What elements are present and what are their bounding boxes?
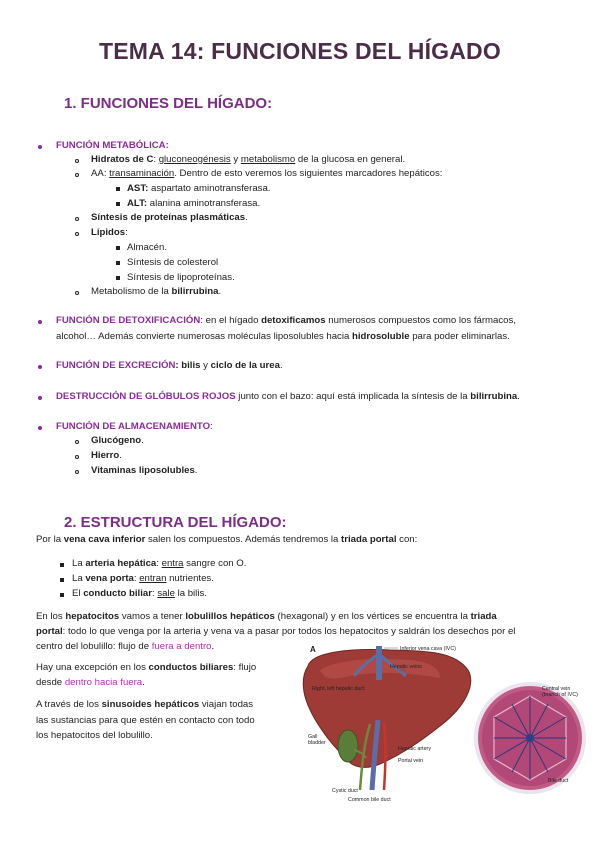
square-bullet-icon (116, 261, 120, 265)
lipidos-item-1: Almacén. (127, 242, 167, 253)
biliar-term: conducto biliar (83, 588, 152, 599)
section-heading-funciones: 1. FUNCIONES DEL HÍGADO: (64, 95, 273, 112)
item-end: . (194, 465, 198, 476)
liver-anatomy-figure (290, 640, 586, 805)
destruccion-text: junto con el bazo: aquí está implicada la síntesis de la (235, 391, 471, 402)
dentro-hacia-fuera: dentro hacia fuera (64, 677, 143, 688)
p2-l2c: . (142, 677, 145, 688)
hidrosoluble-term: hidrosoluble (351, 331, 410, 342)
square-bullet-icon (116, 276, 120, 280)
p1-e: (hexagonal) y en los vértices se encuentra la (274, 611, 471, 622)
p1-a: En los (36, 611, 66, 622)
excrecion-label: FUNCIÓN DE EXCRECIÓN (56, 360, 176, 371)
aa-rest: . Dentro de esto veremos los siguientes marcadores hepáticos: (174, 168, 443, 179)
gallbladder-shape (338, 730, 358, 762)
square-bullet-icon (116, 187, 120, 191)
triada-portal-term: triada portal (341, 534, 397, 545)
biliar-sep: : (151, 588, 158, 599)
page-title: TEMA 14: FUNCIONES DEL HÍGADO (99, 38, 501, 64)
porta-line (72, 572, 214, 586)
excrecion-sep: : (175, 360, 182, 371)
p3-c: viajan todas (199, 699, 254, 710)
bullet-icon (38, 365, 42, 369)
circle-bullet-icon (75, 470, 79, 474)
excrecion-and: y (200, 360, 211, 371)
intro-c: salen los compuestos. Además tendremos la (145, 534, 342, 545)
alt-term: ALT: (127, 198, 148, 209)
circle-bullet-icon (75, 440, 79, 444)
liver-lobule-detail (476, 684, 584, 792)
excepcion-line-2 (36, 676, 145, 690)
portal-term: portal (36, 626, 63, 637)
almacen-label: FUNCIÓN DE ALMACENAMIENTO (56, 421, 211, 432)
sinusoides-line-3: los hepatocitos del lobulillo. (36, 730, 153, 741)
common-bile-duct-label: Common bile duct (348, 797, 391, 803)
intro-a: Por la (36, 534, 64, 545)
bile-duct-label: Bile duct (548, 778, 569, 784)
ivc-label: Inferior vena cava (IVC) (400, 646, 456, 652)
proteinas-line (91, 211, 248, 225)
p2-c: : flujo (233, 662, 257, 673)
circle-bullet-icon (75, 291, 79, 295)
aa-sep: : (103, 168, 110, 179)
bilirrubina-pre: Metabolismo de la (91, 286, 172, 297)
arteria-line (72, 557, 246, 571)
figure-label-a: A (310, 645, 316, 654)
urea-term: ciclo de la urea (210, 360, 280, 371)
proteinas-term: Síntesis de proteínas plasmáticas (91, 212, 246, 223)
hepatic-veins-label: Hepatic veins (390, 664, 422, 670)
p1-l3a: centro del lobulillo: flujo de (36, 641, 152, 652)
p2-l2a: desde (36, 677, 65, 688)
circle-bullet-icon (75, 173, 79, 177)
hepatocitos-line-1 (36, 610, 497, 624)
alt-line (127, 197, 260, 211)
circle-bullet-icon (75, 159, 79, 163)
square-bullet-icon (60, 563, 64, 567)
aa-line (91, 167, 442, 181)
destruccion-label: DESTRUCCIÓN DE GLÓBULOS ROJOS (56, 391, 236, 402)
circle-bullet-icon (75, 455, 79, 459)
hepatic-artery-vessel (384, 722, 386, 790)
bilis-term: bilis (181, 360, 201, 371)
hidratos-rest: de la glucosa en general. (295, 154, 406, 165)
square-bullet-icon (116, 246, 120, 250)
hidratos-sep: : (153, 154, 159, 165)
item-end: . (119, 450, 122, 461)
square-bullet-icon (60, 578, 64, 582)
bilirrubina-end: . (218, 286, 222, 297)
circle-bullet-icon (75, 217, 79, 221)
porta-a: La (72, 573, 86, 584)
ast-desc: aspartato aminotransferasa. (148, 183, 271, 194)
transaminacion-term: transaminación (109, 168, 175, 179)
destruccion-end: . (517, 391, 520, 402)
bullet-icon (38, 396, 42, 400)
excepcion-line-1 (36, 661, 256, 675)
destruccion-bilirrubina: bilirrubina (470, 391, 518, 402)
proteinas-end: . (245, 212, 248, 223)
lipidos-item-3: Síntesis de lipoproteínas. (127, 272, 235, 283)
bilirrubina-line (91, 285, 221, 299)
biliar-a: El (72, 588, 84, 599)
bladder-label: bladder (308, 740, 326, 746)
biliar-line (72, 587, 207, 601)
entra-term: entra (161, 558, 184, 569)
detox-term: detoxificamos (261, 315, 326, 326)
fuera-a-dentro: fuera a dentro (151, 641, 212, 652)
arteria-d: sangre con O. (183, 558, 247, 569)
ast-term: AST: (127, 183, 149, 194)
circle-bullet-icon (75, 232, 79, 236)
detox-text-2c: para poder eliminarlas. (409, 331, 510, 342)
aa-label: AA (91, 168, 104, 179)
excrecion-end: . (279, 360, 283, 371)
almacen-item (91, 434, 144, 448)
section-heading-estructura: 2. ESTRUCTURA DEL HÍGADO: (64, 514, 287, 531)
detox-line-1 (56, 314, 516, 328)
triada-term: triada (470, 611, 497, 622)
bilirrubina-term: bilirrubina (171, 286, 219, 297)
p1-l2: : todo lo que venga por la arteria y vena va a pasar por todos los hepatocitos y saldrán los desechos por el (62, 626, 516, 637)
detox-text-a: : en el hígado (200, 315, 262, 326)
biliar-d: la bilis. (174, 588, 207, 599)
detox-line-2 (56, 330, 510, 344)
detox-text-c: numerosos compuestos como los fármacos, (325, 315, 516, 326)
central-vein-sublabel: (branch of IVC) (542, 692, 578, 698)
square-bullet-icon (116, 202, 120, 206)
almacen-colon: : (210, 421, 213, 432)
central-vein-label: Central vein (542, 686, 571, 692)
almacen-item (91, 464, 197, 478)
hierro-term: Hierro (91, 450, 120, 461)
porta-sep: : (133, 573, 140, 584)
metabolismo-term: metabolismo (240, 154, 296, 165)
almacen-line (56, 420, 213, 434)
vitaminas-term: Vitaminas liposolubles (91, 465, 195, 476)
p2-a: Hay una excepción en los (36, 662, 149, 673)
arteria-sep: : (156, 558, 162, 569)
entran-term: entran (139, 573, 167, 584)
destruccion-line (56, 390, 520, 404)
hidratos-and: y (230, 154, 241, 165)
metabolica-label: FUNCIÓN METABÓLICA: (56, 140, 169, 151)
conductos-term: conductos biliares (148, 662, 234, 673)
bullet-icon (38, 145, 42, 149)
square-bullet-icon (60, 593, 64, 597)
lipidos-term: Lípidos (91, 227, 126, 238)
lobulillos-term: lobulillos hepáticos (185, 611, 275, 622)
porta-d: nutrientes. (166, 573, 214, 584)
hidratos-line (91, 153, 405, 167)
lipidos-end: : (125, 227, 128, 238)
estructura-intro (36, 533, 417, 547)
glucogeno-term: Glucógeno (91, 435, 142, 446)
hepatocitos-term: hepatocitos (65, 611, 120, 622)
alt-desc: alanina aminotransferasa. (147, 198, 261, 209)
sale-term: sale (157, 588, 175, 599)
almacen-item (91, 449, 122, 463)
p1-l3c: . (211, 641, 215, 652)
sinusoides-term: sinusoides hepáticos (101, 699, 200, 710)
portal-vein-label: Portal vein (398, 758, 424, 764)
hepatocitos-line-2 (36, 625, 515, 639)
bullet-icon (38, 426, 42, 430)
arteria-a: La (72, 558, 86, 569)
metabolica-line (56, 139, 169, 153)
ivc-vessel (376, 646, 382, 680)
sinusoides-line-2: las sustancias para que estén en contacto con todo (36, 715, 255, 726)
arteria-term: arteria hepática (85, 558, 157, 569)
p3-a: A través de los (36, 699, 102, 710)
cystic-duct-label: Cystic duct (332, 788, 358, 794)
item-end: . (141, 435, 144, 446)
gall-label: Gall (308, 734, 318, 740)
ast-line (127, 182, 270, 196)
p1-c: vamos a tener (119, 611, 186, 622)
bullet-icon (38, 320, 42, 324)
hepatic-artery-label: Hepatic artery (398, 746, 431, 752)
excrecion-line (56, 359, 283, 373)
porta-term: vena porta (85, 573, 134, 584)
detox-text-2a: alcohol… Además convierte numerosas moléculas liposolubles hacia (56, 331, 352, 342)
sinusoides-line-1 (36, 698, 253, 712)
vena-cava-term: vena cava inferior (63, 534, 146, 545)
detox-label: FUNCIÓN DE DETOXIFICACIÓN (56, 315, 201, 326)
lipidos-line (91, 226, 128, 240)
gluconeogenesis-term: gluconeogénesis (158, 154, 231, 165)
hepatocitos-line-3 (36, 640, 214, 654)
intro-e: con: (396, 534, 418, 545)
central-vein (526, 734, 534, 742)
rl-duct-label: Right, left hepatic duct (312, 686, 365, 692)
lipidos-item-2: Síntesis de colesterol (127, 257, 219, 268)
hidratos-term: Hidratos de C (91, 154, 154, 165)
